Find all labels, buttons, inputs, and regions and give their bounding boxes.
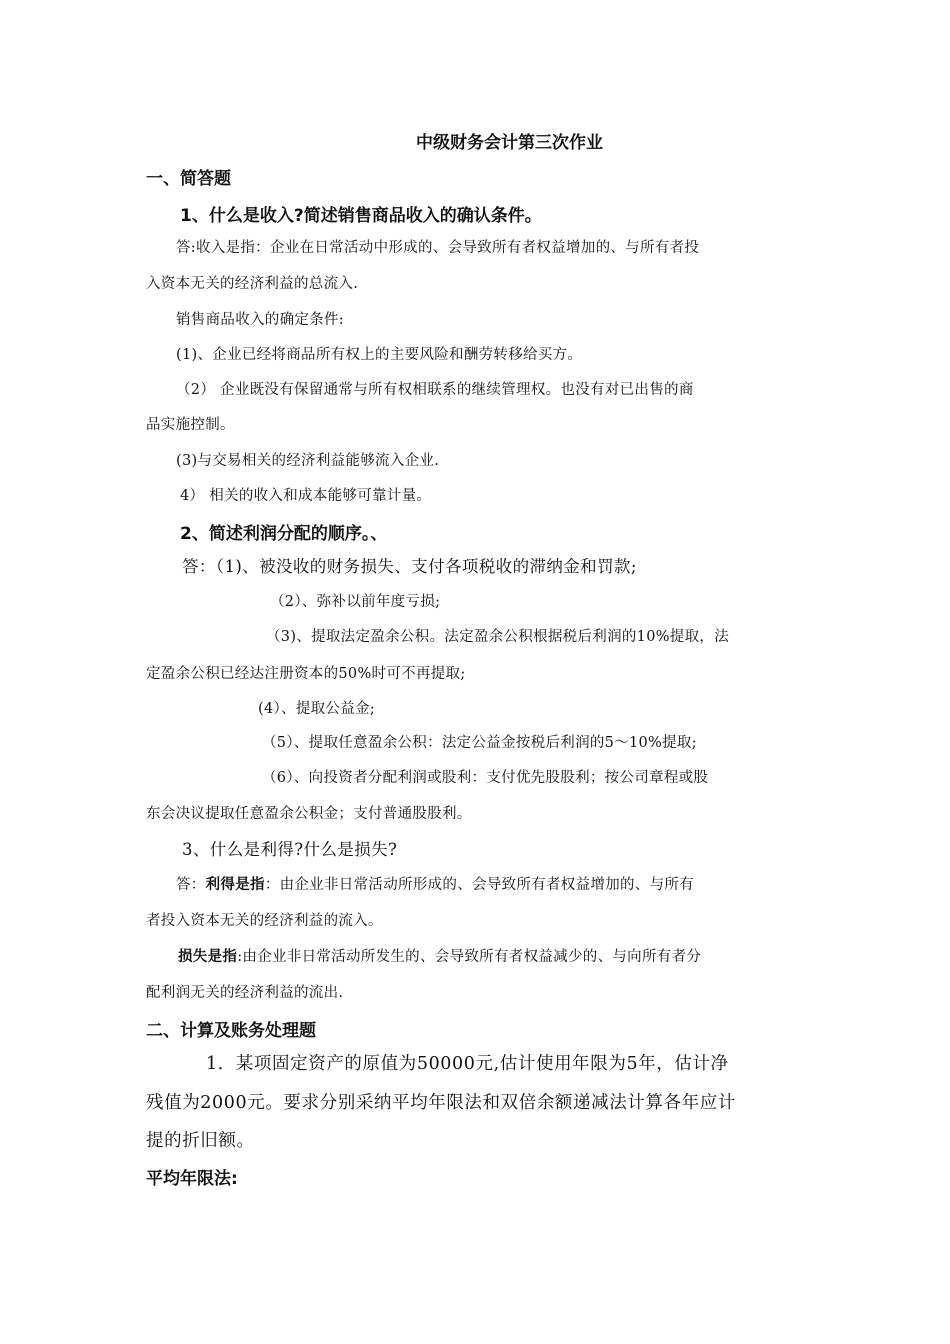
q1-condition-2-line-2: 品实施控制。 [146, 417, 235, 433]
q3-gain-line-1 [176, 873, 694, 894]
q2-answer-item-3-line-1: （3)、提取法定盈余公积。法定盈余公积根据税后利润的10%提取，法 [266, 629, 730, 645]
section-heading-calculation: 二、计算及账务处理题 [146, 1021, 316, 1041]
q1-condition-2-line-1: （2） 企业既没有保留通常与所有权相联系的继续管理权。也没有对已出售的商 [176, 382, 694, 398]
q1-condition-4: 4） 相关的收入和成本能够可靠计量。 [180, 488, 432, 504]
q1-answer-line-2: 入资本无关的经济利益的总流入. [146, 276, 359, 292]
question-2: 2、简述利润分配的顺序。、 [180, 524, 388, 544]
q2-answer-item-1: 答：（1)、被没收的财务损失、支付各项税收的滞纳金和罚款; [182, 557, 637, 576]
q2-answer-item-3-line-2: 定盈余公积已经达注册资本的50%时可不再提取; [146, 666, 466, 682]
q1-conditions-intro: 销售商品收入的确定条件: [176, 312, 344, 328]
q3-gain-line-2: 者投入资本无关的经济利益的流入。 [146, 913, 383, 929]
q2-answer-item-2: （2）、弥补以前年度亏损; [270, 594, 441, 610]
calc-problem-1-line-3: 提的折旧额。 [146, 1131, 255, 1151]
q1-answer-line-1: 答:收入是指：企业在日常活动中形成的、会导致所有者权益增加的、与所有者投 [176, 240, 700, 256]
q1-condition-1: (1)、企业已经将商品所有权上的主要风险和酬劳转移给买方。 [176, 347, 583, 363]
method-heading-straight-line: 平均年限法: [146, 1169, 238, 1189]
q2-answer-item-5: （5）、提取任意盈余公积：法定公益金按税后利润的5～10%提取; [262, 735, 697, 751]
q3-loss-label: 损失是指 [178, 949, 238, 965]
q3-gain-line-1-rest: ：由企业非日常活动所形成的、会导致所有者权益增加的、与所有 [264, 877, 695, 893]
calc-problem-1-line-1: 1．某项固定资产的原值为50000元,估计使用年限为5年，估计净 [206, 1054, 729, 1074]
section-heading-short-answer: 一、简答题 [146, 169, 231, 189]
question-1: 1、什么是收入?简述销售商品收入的确认条件。 [180, 206, 542, 226]
q3-loss-line-1 [178, 945, 701, 966]
q3-loss-line-2: 配利润无关的经济利益的流出. [146, 985, 344, 1001]
calc-problem-1-line-2: 残值为2000元。要求分别采纳平均年限法和双倍余额递减法计算各年应计 [146, 1093, 736, 1113]
q3-loss-line-1-rest: :由企业非日常活动所发生的、会导致所有者权益减少的、与向所有者分 [237, 949, 702, 965]
page-title: 中级财务会计第三次作业 [416, 133, 603, 153]
q1-condition-3: (3)与交易相关的经济利益能够流入企业. [176, 453, 440, 469]
q3-gain-label: 利得是指 [205, 877, 265, 893]
q3-answer-prefix: 答： [176, 877, 206, 893]
q2-answer-item-4: (4）、提取公益金; [258, 701, 376, 717]
q2-answer-item-6-line-1: （6）、向投资者分配利润或股利：支付优先股股利；按公司章程或股 [262, 770, 709, 786]
question-3: 3、什么是利得?什么是损失? [182, 840, 398, 859]
q2-answer-item-6-line-2: 东会决议提取任意盈余公积金；支付普通股股利。 [146, 806, 472, 822]
